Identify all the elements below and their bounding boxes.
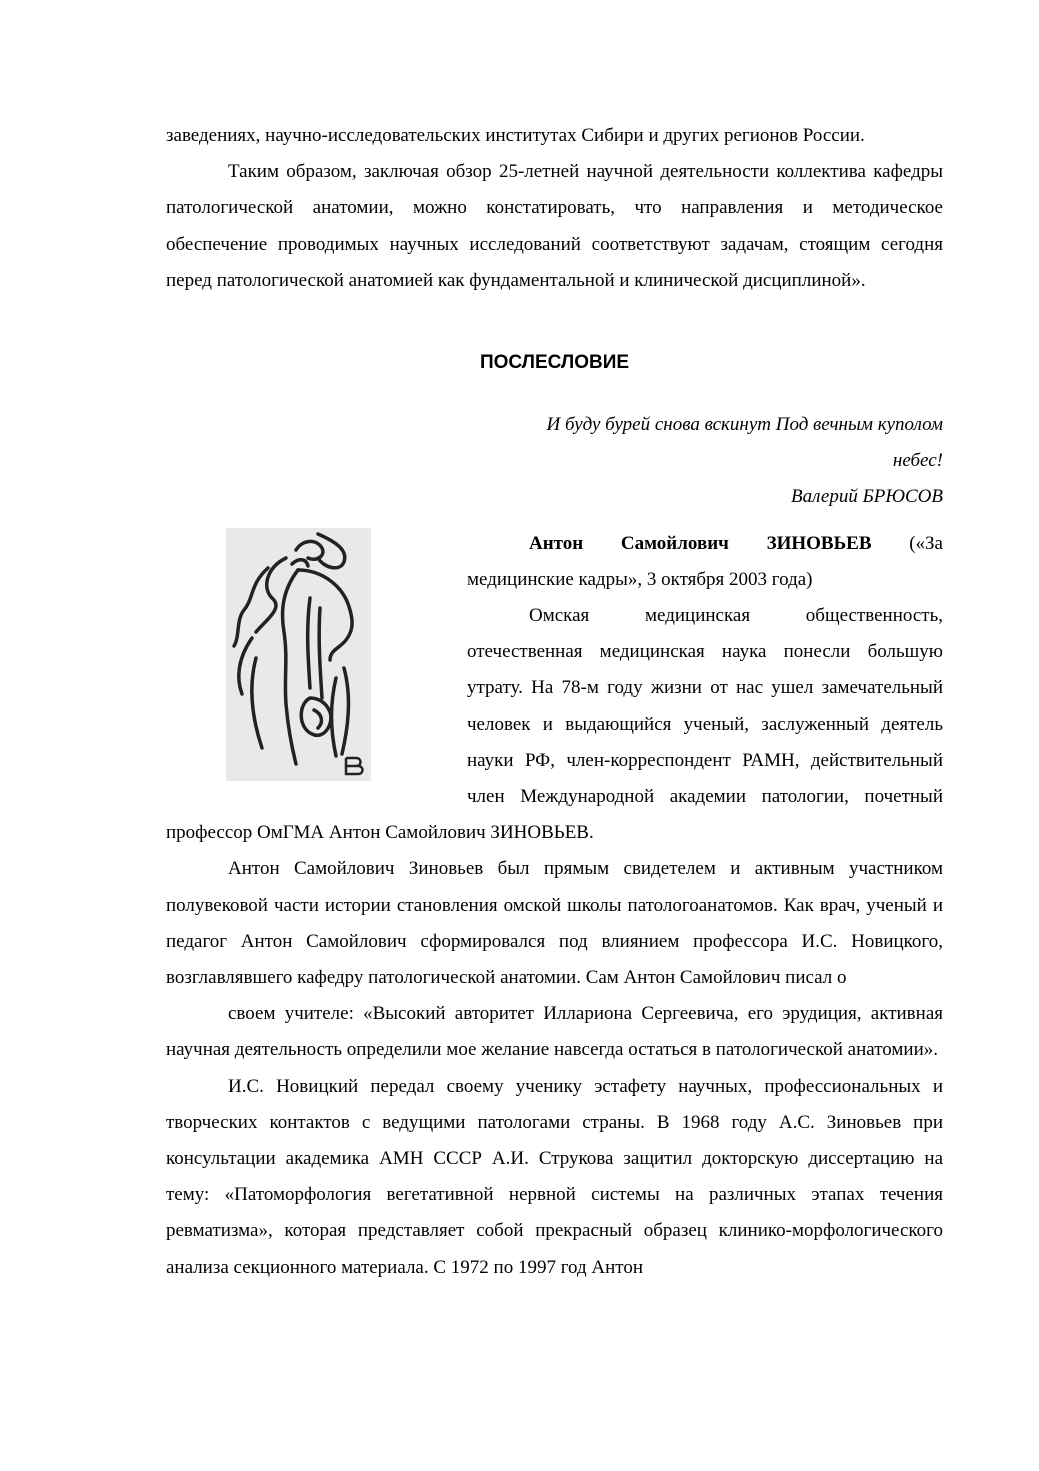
paragraph-conclusion: Таким образом, заключая обзор 25-летней научной деятельности коллектива кафедры патологической анатомии, можно констатировать, что направления и методическое обеспечение проводимых научных исследований соответствуют задачам, стоящим сегодня перед патологической анатомией как фундаментальной и клинической дисциплиной». — [166, 161, 943, 291]
epigraph-line: небес! — [892, 450, 943, 472]
epigraph-author: Валерий БРЮСОВ — [791, 486, 943, 508]
sketch-drawing — [226, 528, 371, 781]
paragraph-body: И.С. Новицкий передал своему ученику эстафету научных, профессиональных и творческих контактов с ведущими патологами страны. В 1968 году А.С. Зиновьев при консультации академика АМН СССР А.И. Струкова защитил докторскую диссертацию на тему: «Патоморфология вегетативной нервной системы на различных этапах течения ревматизма», которая представляет собой прекрасный образец клинико-морфологического анализа секционного материала. С 1972 по 1997 год Антон — [166, 1075, 943, 1278]
document-page — [166, 118, 943, 1286]
section-heading: ПОСЛЕСЛОВИЕ — [479, 352, 630, 374]
article-source: («За медицинские кадры», 3 октября 2003 года) — [467, 532, 943, 590]
person-name: Антон Самойлович ЗИНОВЬЕВ — [529, 532, 872, 554]
epigraph-line: И буду бурей снова вскинут Под вечным куполом — [546, 414, 943, 436]
paragraph-continuation: заведениях, научно-исследовательских институтах Сибири и других регионов России. — [166, 125, 865, 146]
portrait-sketch-image — [226, 528, 371, 781]
paragraph-body: Антон Самойлович Зиновьев был прямым свидетелем и активным участником полувековой части истории становления омской школы патологоанатомов. Как врач, ученый и педагог Антон Самойлович сформировался под влиянием профессора И.С. Новицкого, возглавлявшего кафедру патологической анатомии. Сам Антон Самойлович писал о — [166, 858, 943, 989]
paragraph-body: своем учителе: «Высокий авторитет Иллариона Сергеевича, его эрудиция, активная научная деятельность определили мое желание навсегда остаться в патологической анатомии». — [166, 1003, 943, 1061]
paragraph-body: Омская медицинская общественность, отечественная медицинская наука понесли большую утрату. На 78-м году жизни от нас ушел замечательный человек и выдающийся ученый, заслуженный деятель науки РФ, член-корреспондент РАМН, действительный член Международной академии патологии, почетный профессор ОмГМА Антон Самойлович ЗИНОВЬЕВ. — [166, 605, 943, 844]
epigraph — [166, 407, 943, 516]
